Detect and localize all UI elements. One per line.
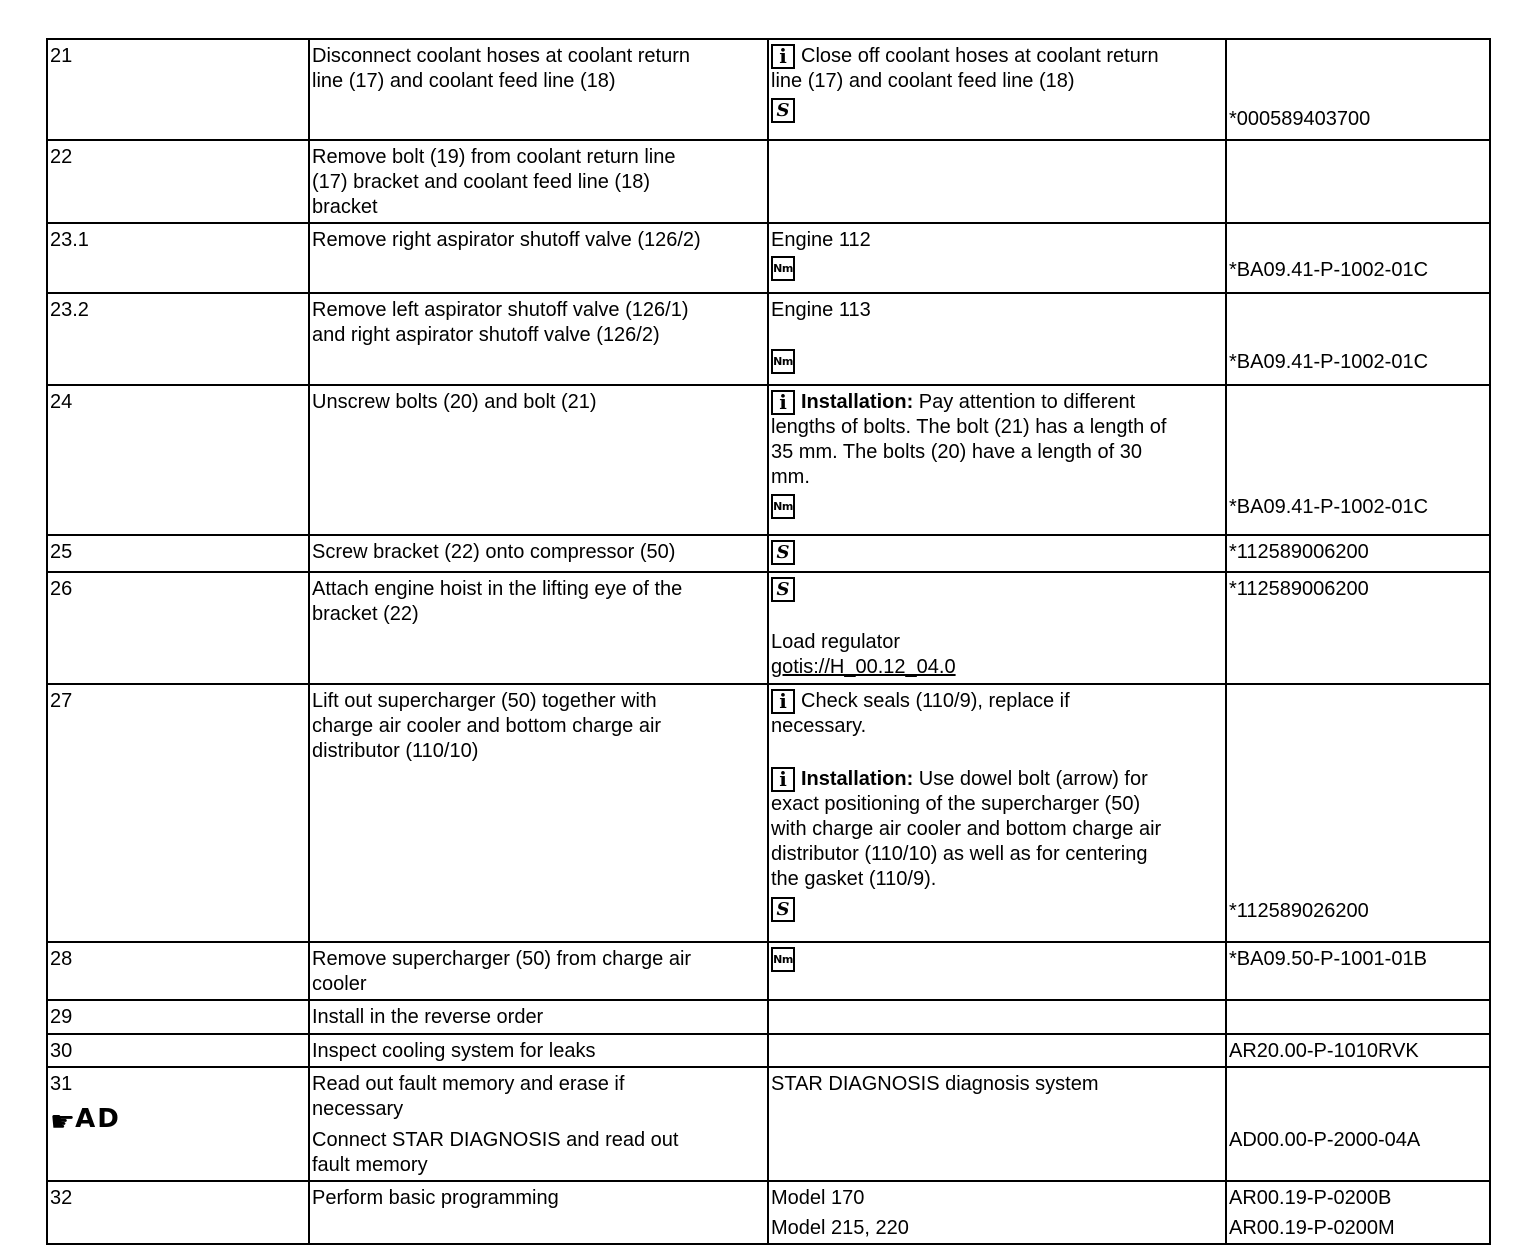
step-reference xyxy=(1226,684,1490,942)
table-row xyxy=(47,293,1490,385)
step-action: Attach engine hoist in the lifting eye of the bracket (22) xyxy=(309,572,768,684)
reference-link[interactable]: *112589006200 xyxy=(1229,541,1369,563)
torque-icon: Nm xyxy=(771,349,795,374)
step-note: Model 170 Model 215, 220 xyxy=(768,1181,1226,1244)
step-action: Disconnect coolant hoses at coolant return line (17) and coolant feed line (18) xyxy=(309,39,768,140)
step-reference xyxy=(1226,39,1490,140)
step-action: Remove bolt (19) from coolant return line (17) bracket and coolant feed line (18) bracket xyxy=(309,140,768,223)
step-action: Lift out supercharger (50) together with charge air cooler and bottom charge air distributor (110/10) xyxy=(309,684,768,942)
step-note: Engine 113 Nm xyxy=(768,293,1226,385)
special-tool-icon: S xyxy=(771,98,795,123)
step-number: 24 xyxy=(47,385,309,535)
ad-badge: ☛AD xyxy=(50,1104,121,1138)
info-icon: i xyxy=(771,44,795,69)
reference-link[interactable]: *BA09.41-P-1002-01C xyxy=(1229,351,1429,373)
step-reference xyxy=(1226,1181,1490,1244)
step-note xyxy=(768,942,1226,1000)
step-note xyxy=(768,1000,1226,1034)
step-note: Engine 112 Nm xyxy=(768,223,1226,293)
reference-link[interactable]: AR00.19-P-0200B xyxy=(1229,1187,1392,1209)
special-tool-icon: S xyxy=(771,540,795,565)
table-row xyxy=(47,572,1490,684)
reference-link[interactable]: *112589006200 xyxy=(1229,578,1369,600)
step-reference xyxy=(1226,140,1490,223)
reference-link[interactable]: AD00.00-P-2000-04A xyxy=(1229,1129,1421,1151)
table-row xyxy=(47,223,1490,293)
table-row xyxy=(47,942,1490,1000)
table-row xyxy=(47,1067,1490,1181)
step-action: Remove left aspirator shutoff valve (126/1) and right aspirator shutoff valve (126/2) xyxy=(309,293,768,385)
reference-link[interactable]: AR20.00-P-1010RVK xyxy=(1229,1040,1419,1062)
step-number: 22 xyxy=(47,140,309,223)
step-action: Perform basic programming xyxy=(309,1181,768,1244)
step-action: Unscrew bolts (20) and bolt (21) xyxy=(309,385,768,535)
step-action: Remove supercharger (50) from charge air cooler xyxy=(309,942,768,1000)
step-reference xyxy=(1226,385,1490,535)
pointing-hand-icon: ☛ xyxy=(50,1106,76,1138)
table-row xyxy=(47,1034,1490,1067)
table-row xyxy=(47,385,1490,535)
special-tool-icon: S xyxy=(771,577,795,602)
table-row xyxy=(47,535,1490,572)
table-row xyxy=(47,1181,1490,1244)
reference-link[interactable]: AR00.19-P-0200M xyxy=(1229,1217,1395,1239)
step-reference xyxy=(1226,942,1490,1000)
torque-icon: Nm xyxy=(771,947,795,972)
step-action: Install in the reverse order xyxy=(309,1000,768,1034)
step-reference xyxy=(1226,1067,1490,1181)
step-action: Remove right aspirator shutoff valve (126/2) xyxy=(309,223,768,293)
step-note: STAR DIAGNOSIS diagnosis system xyxy=(768,1067,1226,1181)
step-number: 32 xyxy=(47,1181,309,1244)
step-reference xyxy=(1226,293,1490,385)
torque-icon: Nm xyxy=(771,256,795,281)
step-number: 23.1 xyxy=(47,223,309,293)
step-reference xyxy=(1226,572,1490,684)
step-note xyxy=(768,1034,1226,1067)
table-row xyxy=(47,39,1490,140)
step-number: 23.2 xyxy=(47,293,309,385)
step-note xyxy=(768,535,1226,572)
step-number: 26 xyxy=(47,572,309,684)
step-action: Screw bracket (22) onto compressor (50) xyxy=(309,535,768,572)
step-number: 21 xyxy=(47,39,309,140)
step-action: Inspect cooling system for leaks xyxy=(309,1034,768,1067)
reference-link[interactable]: *BA09.41-P-1002-01C xyxy=(1229,259,1429,281)
step-number: 29 xyxy=(47,1000,309,1034)
reference-link[interactable]: *BA09.50-P-1001-01B xyxy=(1229,948,1427,970)
special-tool-icon: S xyxy=(771,897,795,922)
procedure-table xyxy=(46,38,1491,1245)
step-note: i Check seals (110/9), replace if necessary. i Installation: Use dowel bolt (arrow) for exact positioning of the supercharger (50) with charge air cooler and bottom charge air distributor (110/10) as well as for centering the gasket (110/9). S xyxy=(768,684,1226,942)
torque-icon: Nm xyxy=(771,494,795,519)
info-icon: i xyxy=(771,767,795,792)
reference-link[interactable]: *112589026200 xyxy=(1229,900,1369,922)
step-action: Read out fault memory and erase if necessary Connect STAR DIAGNOSIS and read out fault memory xyxy=(309,1067,768,1181)
step-number: 30 xyxy=(47,1034,309,1067)
step-note: i Close off coolant hoses at coolant return line (17) and coolant feed line (18) S xyxy=(768,39,1226,140)
step-reference xyxy=(1226,535,1490,572)
table-row xyxy=(47,1000,1490,1034)
table-row xyxy=(47,684,1490,942)
step-reference xyxy=(1226,1034,1490,1067)
info-icon: i xyxy=(771,689,795,714)
step-reference xyxy=(1226,1000,1490,1034)
step-note: S Load regulator gotis://H_00.12_04.0 xyxy=(768,572,1226,684)
step-number: 28 xyxy=(47,942,309,1000)
reference-link[interactable]: *000589403700 xyxy=(1229,108,1371,130)
step-note: i Installation: Pay attention to different lengths of bolts. The bolt (21) has a length of 35 mm. The bolts (20) have a length of 30 mm. Nm xyxy=(768,385,1226,535)
info-icon: i xyxy=(771,390,795,415)
step-number: 25 xyxy=(47,535,309,572)
reference-link[interactable]: *BA09.41-P-1002-01C xyxy=(1229,496,1429,518)
step-reference xyxy=(1226,223,1490,293)
table-row xyxy=(47,140,1490,223)
step-number: 31 ☛AD xyxy=(47,1067,309,1181)
gotis-link[interactable]: gotis://H_00.12_04.0 xyxy=(771,656,956,679)
step-note xyxy=(768,140,1226,223)
step-number: 27 xyxy=(47,684,309,942)
